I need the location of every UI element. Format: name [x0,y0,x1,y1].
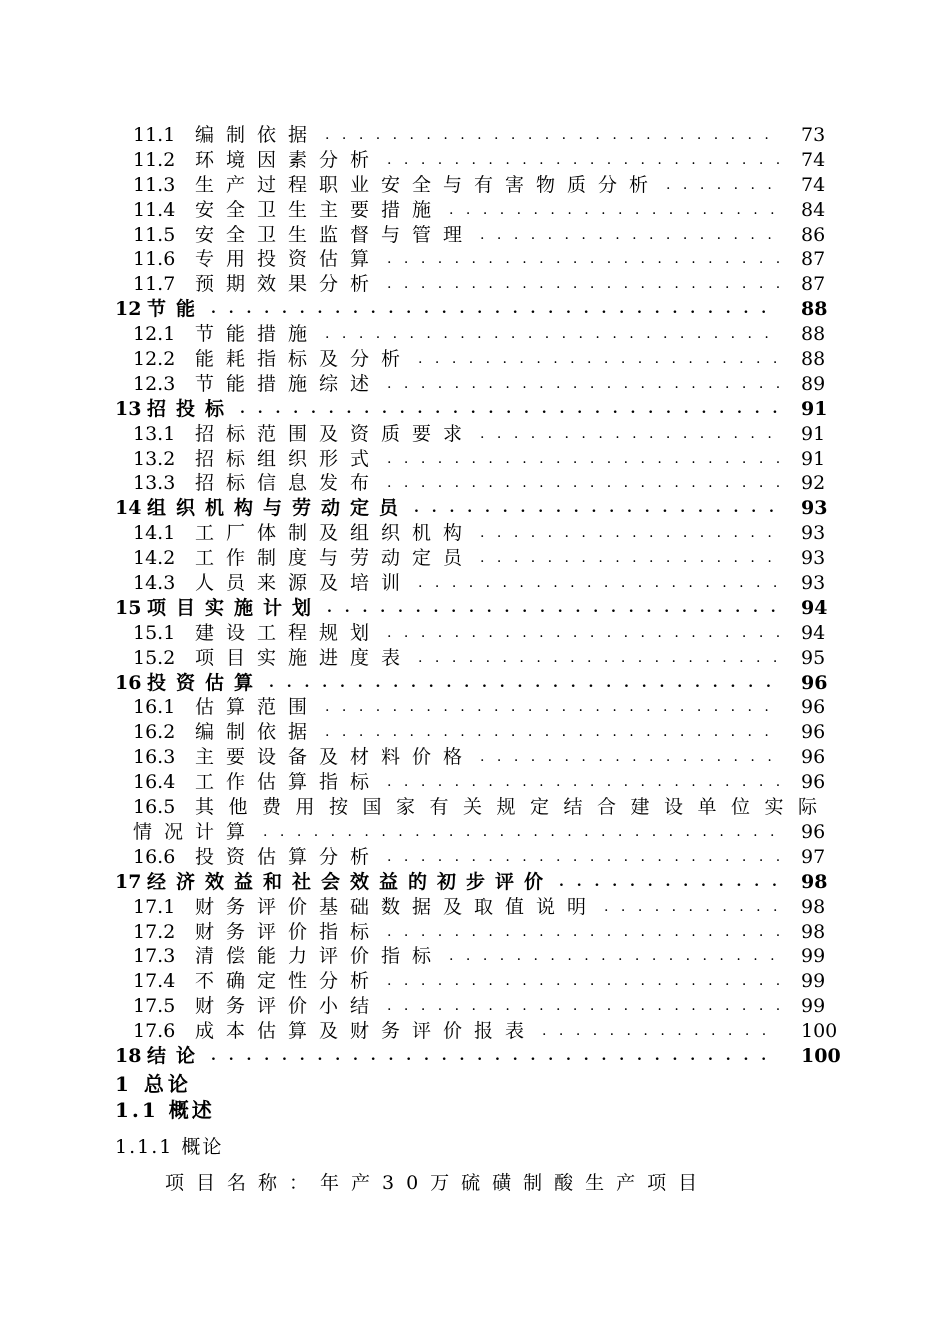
toc-entry-number: 16.3 [133,746,176,769]
toc-entry-continuation[interactable] [115,820,837,845]
toc-page-number: 96 [801,820,826,843]
toc-page-number: 86 [801,223,826,246]
toc-entry-number: 13 [115,397,142,420]
toc-dot-leader [263,820,779,845]
toc-entry-number: 12.2 [133,348,176,371]
toc-page-number: 99 [801,995,826,1018]
toc-dot-leader [480,745,779,770]
toc-dot-leader [211,297,779,322]
toc-entry-title: 招标信息发布 [195,472,382,495]
toc-dot-leader [325,123,779,148]
toc-entry-title: 生产过程职业安全与有害物质分析 [195,173,661,196]
toc-page-number: 88 [801,348,826,371]
toc-page-number: 91 [801,447,826,470]
toc-dot-leader [418,347,779,372]
toc-page-number: 87 [801,273,826,296]
toc-entry-number: 11.7 [133,273,176,296]
toc-entry-title: 项目实施进度表 [195,646,413,669]
toc-entry-number: 11.1 [133,124,176,146]
toc-entry-title: 财务评价基础数据及取值说明 [195,895,599,918]
toc-page-number: 88 [801,298,828,321]
toc-section-entry[interactable] [115,173,837,198]
toc-section-entry[interactable] [115,223,837,248]
toc-entry-number: 16 [115,671,142,694]
toc-entry-number: 14.2 [133,547,176,570]
toc-section-entry[interactable] [115,621,837,646]
toc-page-number: 94 [801,596,828,619]
toc-entry-number: 16.5 [133,796,176,819]
toc-page-number: 93 [801,522,826,545]
toc-entry-number: 11.3 [133,173,176,196]
toc-dot-leader [387,969,779,994]
toc-section-entry[interactable] [115,347,837,372]
toc-section-entry[interactable] [115,770,837,795]
toc-entry-number: 14 [115,497,142,520]
toc-entry-title-continued: 情况计算 [133,820,258,843]
toc-entry-title: 环境因素分析 [195,148,382,171]
toc-page-number: 87 [801,248,826,271]
toc-entry-title: 人员来源及培训 [195,572,413,595]
toc-page-number: 73 [801,124,826,146]
toc-dot-leader [387,770,779,795]
toc-dot-leader [480,422,779,447]
toc-entry-number: 13.1 [133,422,176,445]
toc-section-entry[interactable] [115,198,837,223]
toc-entry-title: 能耗指标及分析 [195,348,413,371]
toc-section-entry[interactable] [115,546,837,571]
toc-section-entry[interactable] [115,745,837,770]
toc-dot-leader [449,198,779,223]
toc-section-entry[interactable] [115,695,837,720]
toc-chapter-entry[interactable] [115,397,837,422]
toc-page-number: 98 [801,895,826,918]
toc-dot-leader [387,920,779,945]
toc-entry-title: 专用投资估算 [195,248,382,271]
toc-section-entry[interactable] [115,422,837,447]
toc-dot-leader [325,720,779,745]
toc-page-number: 99 [801,945,826,968]
toc-page-number: 74 [801,148,826,171]
toc-section-entry[interactable] [115,148,837,173]
toc-page-number: 74 [801,173,826,196]
toc-section-entry[interactable] [115,372,837,397]
toc-page-number: 96 [801,746,826,769]
toc-entry-title: 投资估算分析 [195,845,382,868]
toc-chapter-entry[interactable] [115,297,837,322]
toc-entry-title: 组织机构与劳动定员 [147,497,409,520]
toc-entry-wrapped[interactable] [115,795,837,820]
toc-dot-leader [542,1019,779,1044]
toc-section-entry[interactable] [115,471,837,496]
body-paragraph: 项目名称：年产30万硫磺制酸生产项目 [165,1172,710,1194]
toc-section-entry[interactable] [115,322,837,347]
toc-section-entry[interactable] [115,845,837,870]
toc-dot-leader [387,247,779,272]
toc-section-entry[interactable] [115,969,837,994]
toc-dot-leader [449,944,779,969]
toc-entry-title: 项目实施计划 [147,596,322,619]
toc-entry-number: 17.2 [133,920,176,943]
toc-section-entry[interactable] [115,272,837,297]
toc-dot-leader [240,397,779,422]
toc-entry-number: 11.5 [133,223,176,246]
toc-entry-number: 13.3 [133,472,176,495]
toc-entry-title: 编制依据 [195,124,320,146]
toc-dot-leader [604,895,779,920]
toc-chapter-entry[interactable] [115,671,837,696]
toc-dot-leader [387,621,779,646]
toc-entry-title: 经济效益和社会效益的初步评价 [147,870,554,893]
toc-page-number: 91 [801,422,826,445]
toc-entry-title: 估算范围 [195,696,320,719]
toc-dot-leader [480,223,779,248]
toc-entry-title: 主要设备及材料价格 [195,746,475,769]
toc-chapter-entry[interactable] [115,496,837,521]
toc-entry-title: 清偿能力评价指标 [195,945,444,968]
toc-entry-number: 16.2 [133,721,176,744]
toc-section-entry[interactable] [115,895,837,920]
toc-page-number: 96 [801,721,826,744]
toc-dot-leader [387,272,779,297]
toc-entry-number: 12.3 [133,372,176,395]
toc-dot-leader [387,148,779,173]
toc-entry-title: 财务评价小结 [195,995,382,1018]
toc-dot-leader [325,695,779,720]
toc-page-number: 93 [801,572,826,595]
toc-entry-number: 17.3 [133,945,176,968]
toc-entry-title: 安全卫生主要措施 [195,198,444,221]
toc-section-entry[interactable] [115,247,837,272]
toc-entry-number: 12.1 [133,323,176,346]
toc-dot-leader [418,646,779,671]
toc-section-entry[interactable] [115,646,837,671]
toc-entry-title: 建设工程规划 [195,621,382,644]
toc-entry-number: 15.2 [133,646,176,669]
toc-page-number: 96 [801,696,826,719]
toc-page-number: 98 [801,920,826,943]
toc-dot-leader [325,322,779,347]
toc-page-number: 93 [801,497,828,520]
toc-entry-title: 招标范围及资质要求 [195,422,475,445]
toc-entry-title: 投资估算 [147,671,264,694]
table-of-contents [115,123,841,1069]
toc-entry-number: 17 [115,870,142,893]
subsection-heading: 1.1.1 概论 [115,1136,224,1158]
toc-dot-leader [418,571,779,596]
toc-entry-title: 成本估算及财务评价报表 [195,1020,537,1043]
toc-page-number: 98 [801,870,828,893]
toc-section-entry[interactable] [115,1019,837,1044]
toc-page-number: 100 [801,1044,841,1067]
toc-dot-leader [211,1044,779,1069]
toc-entry-title: 编制依据 [195,721,320,744]
toc-entry-number: 11.6 [133,248,176,271]
toc-entry-title: 预期效果分析 [195,273,382,296]
toc-section-entry[interactable] [115,123,837,148]
toc-section-entry[interactable] [115,920,837,945]
toc-page-number: 89 [801,372,826,395]
toc-entry-number: 12 [115,298,142,321]
toc-dot-leader [269,671,779,696]
toc-entry-title: 节能措施综述 [195,372,382,395]
chapter-heading: 1 总论 [115,1072,192,1096]
toc-entry-number: 16.4 [133,771,176,794]
toc-dot-leader [480,521,779,546]
toc-section-entry[interactable] [115,720,837,745]
toc-page-number: 92 [801,472,826,495]
toc-dot-leader [387,845,779,870]
toc-entry-number: 18 [115,1044,142,1067]
toc-page-number: 95 [801,646,826,669]
toc-section-entry[interactable] [115,994,837,1019]
toc-entry-number: 17.5 [133,995,176,1018]
toc-page-number: 91 [801,397,828,420]
toc-page-number: 96 [801,771,826,794]
toc-section-entry[interactable] [115,571,837,596]
toc-dot-leader [414,496,779,521]
toc-entry-title: 招标组织形式 [195,447,382,470]
toc-page-number: 84 [801,198,826,221]
toc-entry-number: 15 [115,596,142,619]
toc-page-number: 100 [801,1020,838,1043]
toc-entry-title: 工作制度与劳动定员 [195,547,475,570]
toc-chapter-entry[interactable] [115,596,837,621]
toc-section-entry[interactable] [115,521,837,546]
toc-entry-title: 节能 [147,298,206,321]
toc-entry-title: 财务评价指标 [195,920,382,943]
toc-page-number: 99 [801,970,826,993]
document-body [115,1072,837,1201]
toc-dot-leader [387,372,779,397]
toc-entry-number: 16.1 [133,696,176,719]
toc-entry-number: 16.6 [133,845,176,868]
toc-dot-leader [559,870,779,895]
toc-entry-number: 14.1 [133,522,176,545]
toc-dot-leader [327,596,779,621]
toc-entry-title: 安全卫生监督与管理 [195,223,475,246]
toc-page-number: 93 [801,547,826,570]
toc-entry-title: 其他费用按国家有关规定结合建设单位实际 [195,796,832,819]
toc-page-number: 97 [801,845,826,868]
toc-entry-title: 节能措施 [195,323,320,346]
toc-entry-number: 11.2 [133,148,176,171]
section-heading: 1.1 概述 [115,1098,215,1122]
toc-section-entry[interactable] [115,944,837,969]
toc-chapter-entry[interactable] [115,870,837,895]
toc-dot-leader [387,471,779,496]
toc-entry-number: 17.1 [133,895,176,918]
toc-dot-leader [666,173,779,198]
toc-entry-number: 15.1 [133,621,176,644]
toc-entry-title: 招投标 [147,397,235,420]
toc-entry-number: 17.4 [133,970,176,993]
toc-entry-number: 13.2 [133,447,176,470]
toc-page-number: 96 [801,671,828,694]
toc-entry-number: 14.3 [133,572,176,595]
toc-entry-title: 工厂体制及组织机构 [195,522,475,545]
toc-page-number: 94 [801,621,826,644]
toc-dot-leader [387,994,779,1019]
toc-entry-title: 工作估算指标 [195,771,382,794]
toc-entry-title: 结论 [147,1044,206,1067]
toc-section-entry[interactable] [115,447,837,472]
toc-dot-leader [387,447,779,472]
toc-page-number: 88 [801,323,826,346]
toc-chapter-entry[interactable] [115,1044,841,1069]
toc-dot-leader [480,546,779,571]
toc-entry-title: 不确定性分析 [195,970,382,993]
toc-entry-number: 11.4 [133,198,176,221]
toc-entry-number: 17.6 [133,1020,176,1043]
